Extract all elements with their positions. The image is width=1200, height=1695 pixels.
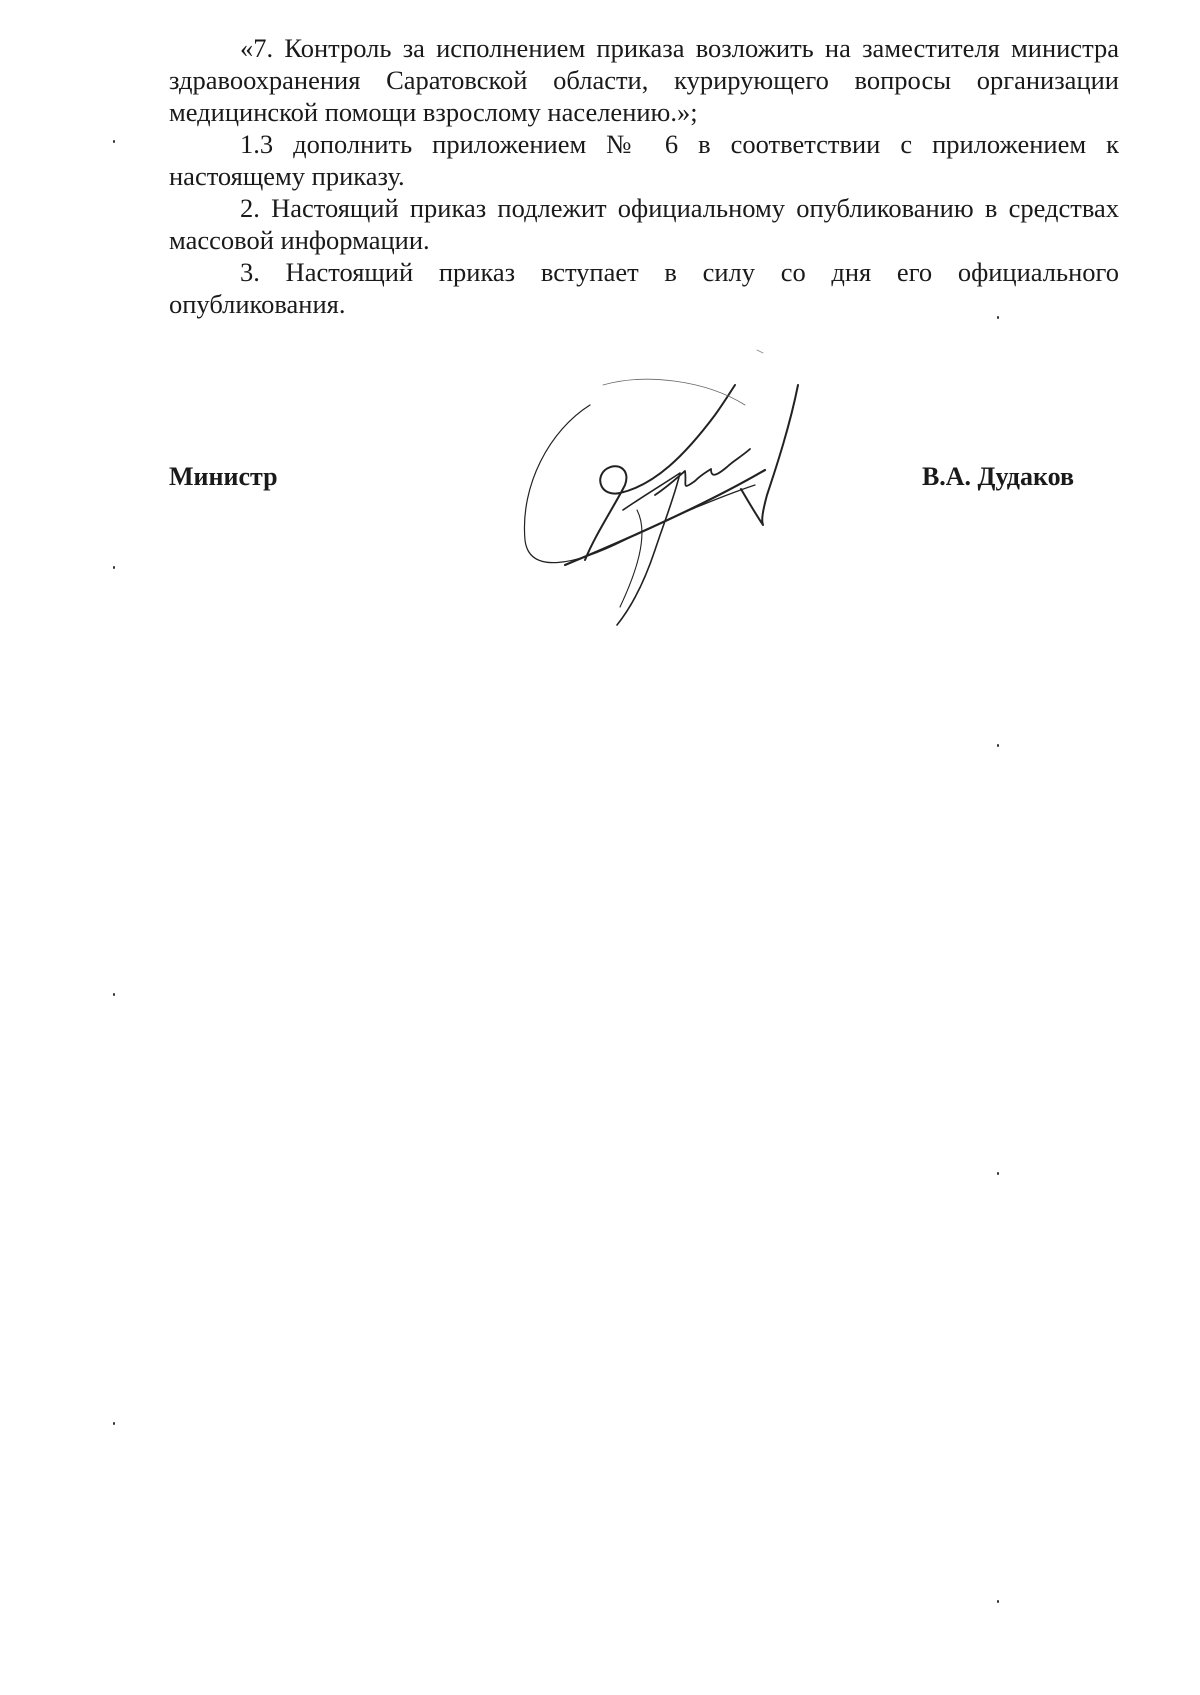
paragraph-control-clause: «7. Контроль за исполнением приказа возложить на заместителя министра здравоохранения Саратовской области, курирующего вопросы организации медицинской помощи взрослому населению.»; <box>169 33 1119 127</box>
document-body <box>169 32 1119 320</box>
handwritten-signature <box>505 345 890 665</box>
scan-speck <box>113 1422 115 1425</box>
scan-speck <box>113 993 115 996</box>
paragraph-appendix-clause: 1.3 дополнить приложением № 6 в соответствии с приложением к настоящему приказу. <box>169 129 1119 191</box>
scan-speck <box>113 566 115 569</box>
paragraph-publication-clause: 2. Настоящий приказ подлежит официальному опубликованию в средствах массовой информации. <box>169 193 1119 255</box>
scan-speck <box>997 1600 999 1603</box>
scan-speck <box>997 1172 999 1175</box>
paragraph-effective-clause: 3. Настоящий приказ вступает в силу со дня его официального опубликования. <box>169 257 1119 319</box>
signatory-name: В.А. Дудаков <box>921 462 1074 491</box>
scan-speck <box>997 744 999 747</box>
scan-speck <box>997 316 999 319</box>
signatory-title: Министр <box>169 462 278 491</box>
scan-speck <box>113 140 115 143</box>
